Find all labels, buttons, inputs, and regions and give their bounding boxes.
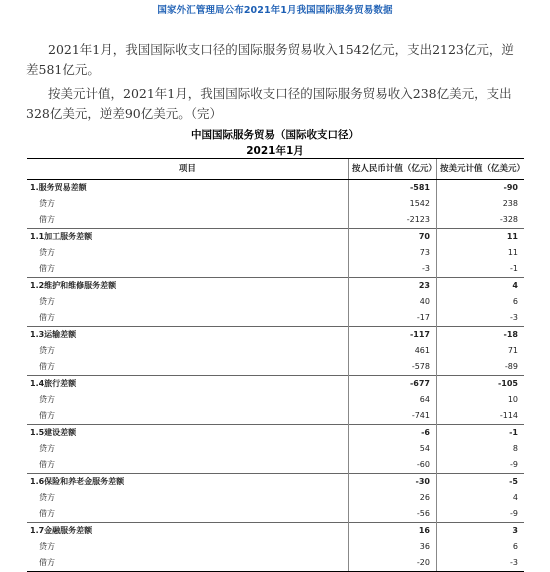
- table-row-section: [27, 474, 524, 491]
- header-rmb: 按人民币计值（亿元）: [348, 159, 436, 180]
- table-row: [27, 506, 524, 523]
- section-usd-value: 11: [436, 229, 524, 246]
- section-rmb-value: -30: [348, 474, 436, 491]
- table-body: [27, 180, 524, 572]
- section-label: 1.3运输差额: [27, 327, 348, 344]
- row-usd-value: -3: [436, 555, 524, 572]
- section-label: 1.1加工服务差额: [27, 229, 348, 246]
- row-rmb-value: 54: [348, 441, 436, 457]
- row-usd-value: 8: [436, 441, 524, 457]
- section-usd-value: -5: [436, 474, 524, 491]
- section-usd-value: 3: [436, 523, 524, 540]
- row-rmb-value: -56: [348, 506, 436, 523]
- table-row-section: [27, 327, 524, 344]
- row-usd-value: 10: [436, 392, 524, 408]
- table-row: [27, 539, 524, 555]
- row-usd-value: 11: [436, 245, 524, 261]
- table-title: 中国国际服务贸易（国际收支口径）: [191, 129, 359, 141]
- row-label: 借方: [39, 215, 55, 224]
- row-label: 贷方: [39, 248, 55, 257]
- row-usd-value: 4: [436, 490, 524, 506]
- row-usd-value: -328: [436, 212, 524, 229]
- row-rmb-value: 64: [348, 392, 436, 408]
- row-label: 贷方: [39, 395, 55, 404]
- row-rmb-value: -60: [348, 457, 436, 474]
- table-row: [27, 457, 524, 474]
- row-label: 借方: [27, 555, 348, 572]
- section-rmb-value: 16: [348, 523, 436, 540]
- row-rmb-value: 26: [348, 490, 436, 506]
- table-row: [27, 212, 524, 229]
- row-rmb-value: 1542: [348, 196, 436, 212]
- row-label: 借方: [39, 411, 55, 420]
- row-usd-value: 6: [436, 294, 524, 310]
- row-rmb-value: -3: [348, 261, 436, 278]
- row-usd-value: 6: [436, 539, 524, 555]
- row-usd-value: -3: [436, 310, 524, 327]
- paragraph-1: [26, 40, 526, 80]
- row-usd-value: -9: [436, 506, 524, 523]
- section-usd-value: 4: [436, 278, 524, 295]
- row-rmb-value: -17: [348, 310, 436, 327]
- table-row: [27, 490, 524, 506]
- row-label: 借方: [39, 362, 55, 371]
- paragraph-2-text: 按美元计值，2021年1月，我国国际收支口径的国际服务贸易收入238亿美元，支出328亿美元，逆差90亿美元。（完）: [26, 86, 512, 121]
- row-usd-value: -114: [436, 408, 524, 425]
- row-label: 借方: [39, 509, 55, 518]
- header-usd: 按美元计值（亿美元）: [436, 159, 524, 180]
- row-label: 借方: [39, 313, 55, 322]
- table-row-section: [27, 278, 524, 295]
- paragraph-1-text: 2021年1月，我国国际收支口径的国际服务贸易收入1542亿元，支出2123亿元，逆差581亿元。: [26, 42, 514, 77]
- table-row: [27, 245, 524, 261]
- table-row: [27, 408, 524, 425]
- table-row-section: [27, 229, 524, 246]
- table-row: [27, 310, 524, 327]
- section-rmb-value: -117: [348, 327, 436, 344]
- row-label: 贷方: [39, 542, 55, 551]
- row-usd-value: -1: [436, 261, 524, 278]
- table-subtitle: 2021年1月: [246, 145, 304, 157]
- row-rmb-value: -20: [348, 555, 436, 572]
- section-label: 1.7金融服务差额: [27, 523, 348, 540]
- section-usd-value: -90: [436, 180, 524, 197]
- table-row-section: [27, 523, 524, 540]
- table-header-row: [27, 159, 524, 180]
- table-row: [27, 196, 524, 212]
- row-usd-value: 238: [436, 196, 524, 212]
- table-row: [27, 359, 524, 376]
- row-label: 借方: [39, 264, 55, 273]
- row-rmb-value: 73: [348, 245, 436, 261]
- header-item: 项目: [27, 159, 348, 180]
- row-usd-value: -9: [436, 457, 524, 474]
- table-row: [27, 392, 524, 408]
- row-label: 贷方: [39, 346, 55, 355]
- article-headline[interactable]: 国家外汇管理局公布2021年1月我国国际服务贸易数据: [157, 5, 393, 16]
- section-usd-value: -105: [436, 376, 524, 393]
- table-row-section: [27, 425, 524, 442]
- section-rmb-value: -581: [348, 180, 436, 197]
- paragraph-2: [26, 84, 526, 124]
- table-row-section: [27, 376, 524, 393]
- section-label: 1.6保险和养老金服务差额: [27, 474, 348, 491]
- section-rmb-value: -6: [348, 425, 436, 442]
- row-rmb-value: 40: [348, 294, 436, 310]
- section-rmb-value: 23: [348, 278, 436, 295]
- row-rmb-value: 36: [348, 539, 436, 555]
- row-rmb-value: -2123: [348, 212, 436, 229]
- table-row: [27, 441, 524, 457]
- section-label: 1.服务贸易差额: [30, 183, 87, 192]
- row-label: 贷方: [39, 444, 55, 453]
- row-label: 借方: [39, 460, 55, 469]
- row-label: 贷方: [39, 199, 55, 208]
- row-usd-value: -89: [436, 359, 524, 376]
- service-trade-table: [27, 158, 524, 572]
- row-usd-value: 71: [436, 343, 524, 359]
- row-rmb-value: -741: [348, 408, 436, 425]
- section-label: 1.5建设差额: [27, 425, 348, 442]
- section-label: 1.4旅行差额: [27, 376, 348, 393]
- row-rmb-value: -578: [348, 359, 436, 376]
- section-rmb-value: -677: [348, 376, 436, 393]
- section-label: 1.2维护和维修服务差额: [27, 278, 348, 295]
- row-label: 贷方: [39, 297, 55, 306]
- row-label: 贷方: [39, 493, 55, 502]
- table-row: [27, 294, 524, 310]
- row-rmb-value: 461: [348, 343, 436, 359]
- table-row: [27, 555, 524, 572]
- section-usd-value: -1: [436, 425, 524, 442]
- section-rmb-value: 70: [348, 229, 436, 246]
- table-row: [27, 261, 524, 278]
- table-row: [27, 343, 524, 359]
- section-usd-value: -18: [436, 327, 524, 344]
- table-row-section: [27, 180, 524, 197]
